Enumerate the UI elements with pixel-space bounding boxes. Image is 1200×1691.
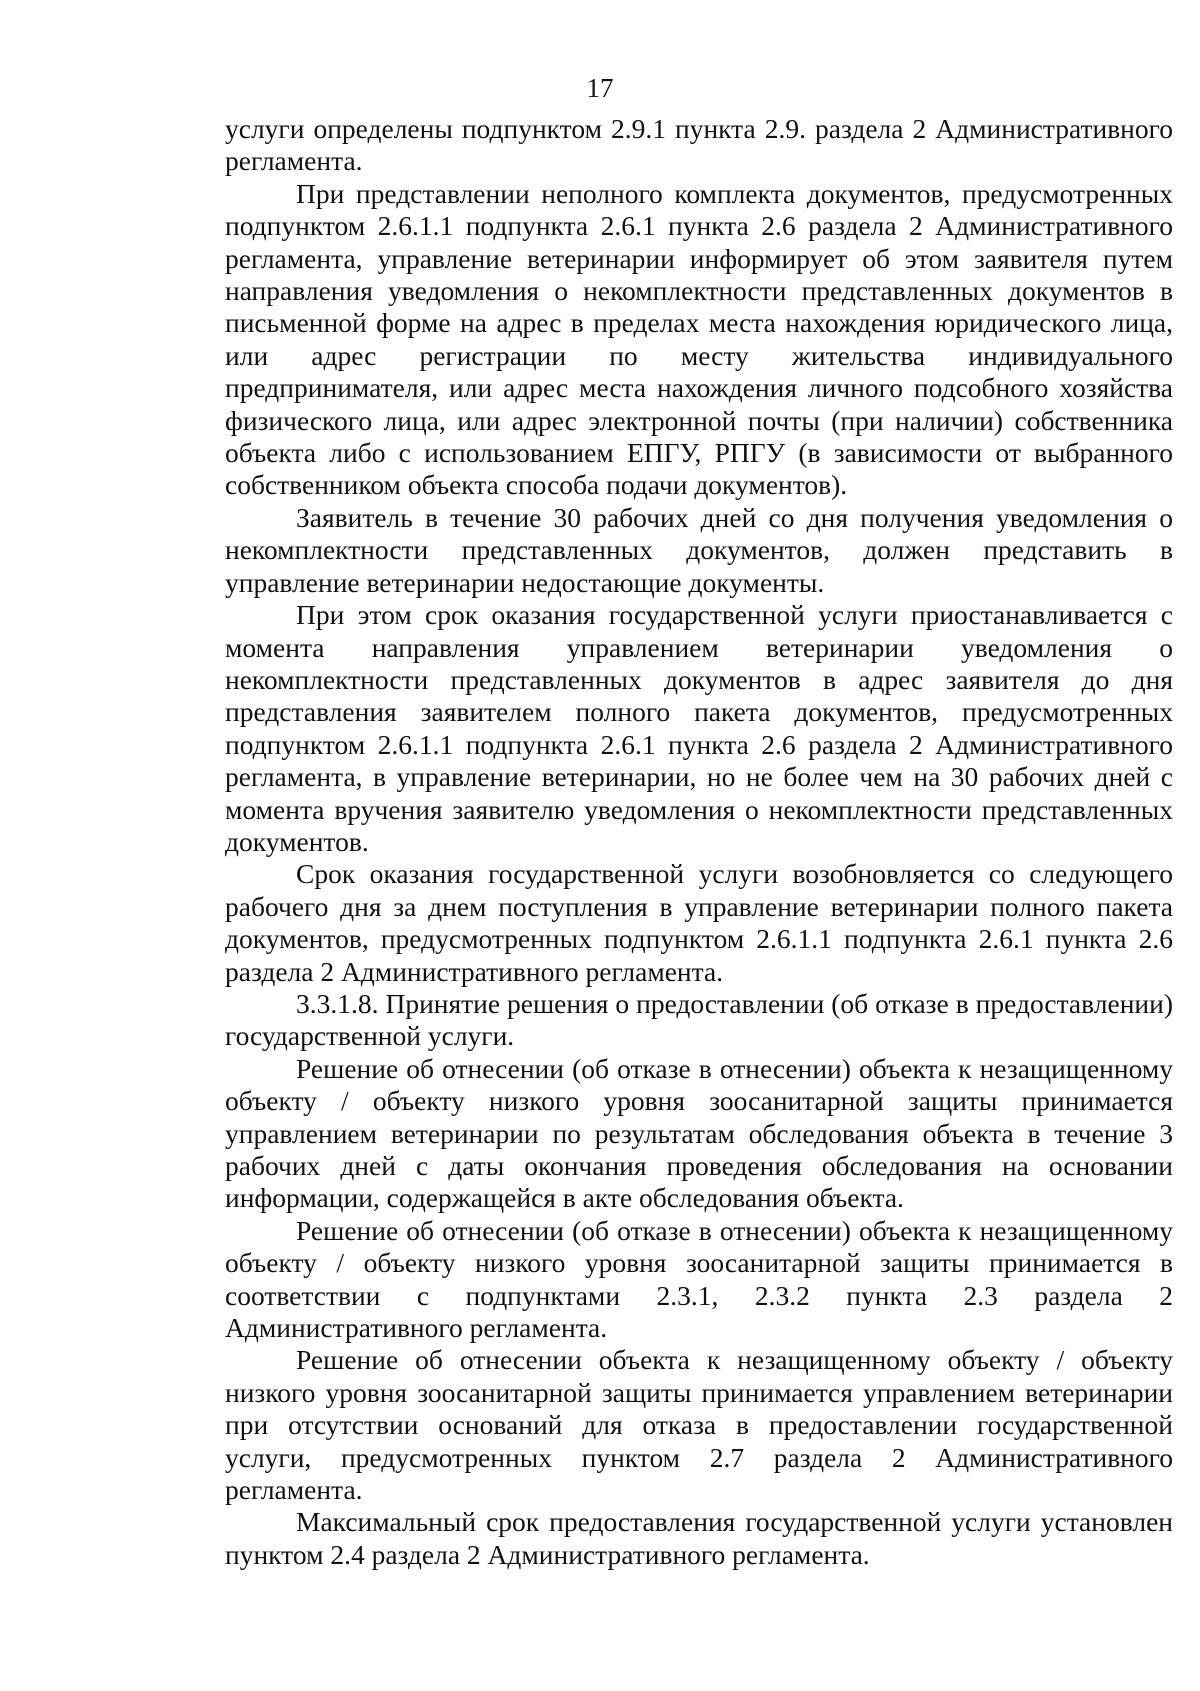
paragraph-applicant-deadline: Заявитель в течение 30 рабочих дней со дня получения уведомления о некомплектности представленных документов, должен представить в управление ветеринарии недостающие документы.: [225, 501, 1173, 598]
paragraph-decision-conditions: Решение об отнесении объекта к незащищенному объекту / объекту низкого уровня зоосанитарной защиты принимается управлением ветеринарии при отсутствии оснований для отказа в предоставлении государственной услуги, предусмотренных пунктом 2.7 раздела 2 Административного регламента.: [225, 1344, 1173, 1506]
paragraph-incomplete-documents: При представлении неполного комплекта документов, предусмотренных подпунктом 2.6.1.1 подпункта 2.6.1 пункта 2.6 раздела 2 Административного регламента, управление ветеринарии информирует об этом заявителя путем направления уведомления о некомплектности представленных документов в письменной форме на адрес в пределах места нахождения юридического лица, или адрес регистрации по месту жительства индивидуального предпринимателя, или адрес места нахождения личного подсобного хозяйства физического лица, или адрес электронной почты (при наличии) собственника объекта либо с использованием ЕПГУ, РПГУ (в зависимости от выбранного собственником объекта способа подачи документов).: [225, 177, 1173, 501]
paragraph-maximum-term: Максимальный срок предоставления государственной услуги установлен пунктом 2.4 раздела 2 Административного регламента.: [225, 1506, 1173, 1570]
document-body: [225, 113, 1173, 1571]
paragraph-suspension: При этом срок оказания государственной услуги приостанавливается с момента направления управлением ветеринарии уведомления о некомплектности представленных документов в адрес заявителя до дня представления заявителем полного пакета документов, предусмотренных подпунктом 2.6.1.1 подпункта 2.6.1 пункта 2.6 раздела 2 Административного регламента, в управление ветеринарии, но не более чем на 30 рабочих дней с момента вручения заявителю уведомления о некомплектности представленных документов.: [225, 599, 1173, 857]
paragraph-resumption: Срок оказания государственной услуги возобновляется со следующего рабочего дня за днем поступления в управление ветеринарии полного пакета документов, предусмотренных подпунктом 2.6.1.1 подпункта 2.6.1 пункта 2.6 раздела 2 Административного регламента.: [225, 858, 1173, 987]
paragraph-decision-timing: Решение об отнесении (об отказе в отнесении) объекта к незащищенному объекту / объекту низкого уровня зоосанитарной защиты принимается управлением ветеринарии по результатам обследования объекта в течение 3 рабочих дней с даты окончания проведения обследования на основании информации, содержащейся в акте обследования объекта.: [225, 1052, 1173, 1214]
page-number: 17: [586, 73, 614, 103]
paragraph-decision-basis: Решение об отнесении (об отказе в отнесении) объекта к незащищенному объекту / объекту низкого уровня зоосанитарной защиты принимается в соответствии с подпунктами 2.3.1, 2.3.2 пункта 2.3 раздела 2 Административного регламента.: [225, 1214, 1173, 1344]
paragraph-section-3-3-1-8: 3.3.1.8. Принятие решения о предоставлении (об отказе в предоставлении) государственной услуги.: [225, 987, 1173, 1052]
paragraph-continuation: услуги определены подпунктом 2.9.1 пункта 2.9. раздела 2 Административного регламента.: [225, 113, 1173, 177]
